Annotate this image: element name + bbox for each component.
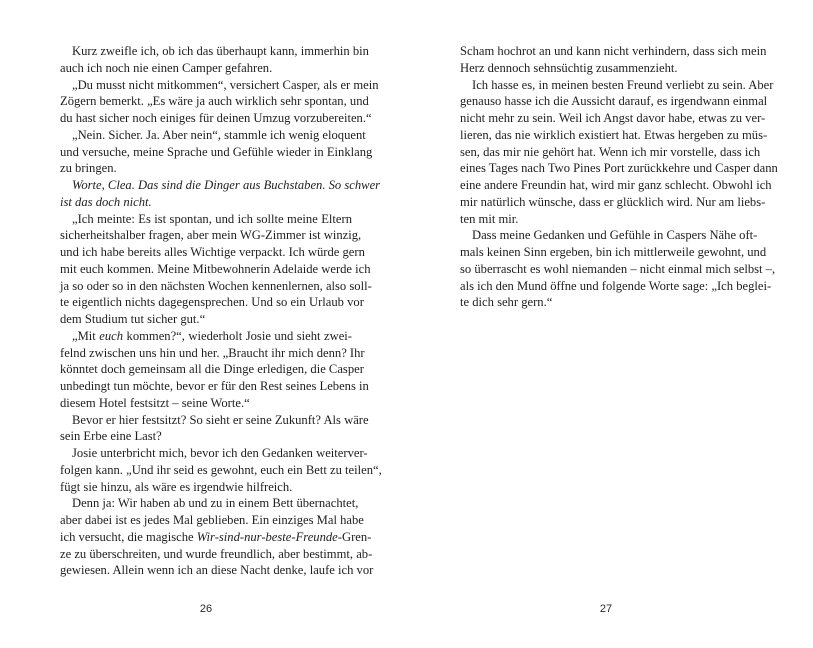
text-line: genauso hasse ich die Aussicht darauf, es irgendwann einmal [460,94,768,109]
left-page [0,0,406,648]
text-line: Bevor er hier festsitzt? So sieht er seine Zukunft? Als wäre [72,412,369,427]
text-line [60,529,372,546]
text-line: nicht mehr zu sein. Weil ich Angst davor habe, etwas zu ver- [460,111,766,125]
text-line [60,328,352,345]
text-line: te eigentlich nichts dagegensprechen. Und so ein Urlaub vor [60,295,364,310]
text-line: „Ich meinte: Es ist spontan, und ich sollte meine Eltern [72,211,352,226]
text-segment: ich versucht, die magische [60,529,197,544]
emphasis-text: Wir-sind-nur-beste-Freunde [196,529,338,544]
text-line: Denn ja: Wir haben ab und zu in einem Bett übernachtet, [72,496,359,511]
text-line: lieren, das nie wirklich existiert hat. Etwas hergeben zu müs- [460,127,768,142]
text-line: aber dabei ist es jedes Mal geblieben. Ein einziges Mal habe [60,513,364,527]
text-line: fügt sie hinzu, als wäre es irgendwie hilfreich. [60,479,293,494]
text-line: Zögern bemerkt. „Es wäre ja auch wirklich sehr spontan, und [60,94,369,109]
text-line: auch ich noch nie einen Camper gefahren. [60,60,273,75]
text-line: folgen kann. „Und ihr seid es gewohnt, euch ein Bett zu teilen“, [60,462,382,477]
text-line: könntet doch gemeinsam all die Dinge erledigen, die Casper [60,362,364,377]
text-line: ze zu überschreiten, und wurde freundlich, aber bestimmt, ab- [60,546,373,561]
text-line: ten mit mir. [460,211,519,226]
text-line: als ich den Mund öffne und folgende Worte sage: „Ich beglei- [460,278,772,293]
text-line: ist das doch nicht. [60,194,152,209]
text-line: felnd zwischen uns hin und her. „Braucht ihr mich denn? Ihr [60,345,365,360]
text-line: und ich habe bereits alles Wichtige verpackt. Ich würde gern [60,245,365,259]
text-line: diesem Hotel festsitzt – seine Worte.“ [60,395,250,410]
text-line: Kurz zweifle ich, ob ich das überhaupt kann, immerhin bin [72,44,369,58]
text-segment: kommen?“, wiederholt Josie und sieht zwei- [123,328,352,343]
text-line: mit euch kommen. Meine Mitbewohnerin Adelaide werde ich [60,261,371,276]
text-line: Herz dennoch sehnsüchtig zusammenzieht. [460,60,678,75]
text-line: ja so oder so in den nächsten Wochen kennenlernen, also soll- [60,278,372,293]
text-line: „Nein. Sicher. Ja. Aber nein“, stammle ich wenig eloquent [72,127,366,142]
page-number-right: 27 [599,603,613,615]
text-line: sein Erbe eine Last? [60,429,162,444]
right-page-text [460,43,778,311]
text-line: so überrascht es wohl niemanden – nicht einmal mich selbst –, [460,261,776,276]
text-line: sicherheitshalber fragen, aber mein WG-Zimmer ist winzig, [60,228,362,243]
text-line: sen, das mir nie gehört hat. Wenn ich mir vorstelle, dass ich [460,144,761,159]
text-line: unbedingt tun möchte, bevor er für den Rest seines Lebens in [60,379,369,393]
page-number-left: 26 [199,603,213,615]
text-line: du hast sicher noch einiges für deinen Umzug vorzubereiten.“ [60,111,372,125]
left-page-text [60,43,382,579]
text-line: Dass meine Gedanken und Gefühle in Caspers Nähe oft- [472,228,758,243]
emphasis-text: euch [99,328,124,343]
text-line: „Du musst nicht mitkommen“, versichert Casper, als er mein [72,77,379,92]
text-line: mals keinen Sinn ergeben, bin ich mittlerweile gewohnt, und [460,245,767,259]
text-segment: -Gren- [337,529,372,544]
text-line: mir natürlich wünsche, dass er glücklich wird. Nur am liebs- [460,194,766,209]
text-line: Josie unterbricht mich, bevor ich den Gedanken weiterver- [72,446,368,460]
text-line: zu bringen. [60,161,117,176]
text-line: und versuche, meine Sprache und Gefühle wieder in Einklang [60,144,373,159]
text-line: Ich hasse es, in meinen besten Freund verliebt zu sein. Aber [472,77,774,92]
text-line: Scham hochrot an und kann nicht verhindern, dass sich mein [460,44,767,58]
text-line: dem Studium tut sicher gut.“ [60,312,206,326]
text-line: te dich sehr gern.“ [460,295,553,310]
text-line: Worte, Clea. Das sind die Dinger aus Buchstaben. So schwer [72,178,381,192]
text-line: eine andere Freundin hat, wird mir ganz schlecht. Obwohl ich [460,178,772,192]
text-line: gewiesen. Allein wenn ich an diese Nacht denke, laufe ich vor [60,563,374,578]
right-page [406,0,812,648]
text-segment: „Mit [72,328,100,343]
text-line: eines Tages nach Two Pines Port zurückkehre und Casper dann [460,161,778,176]
